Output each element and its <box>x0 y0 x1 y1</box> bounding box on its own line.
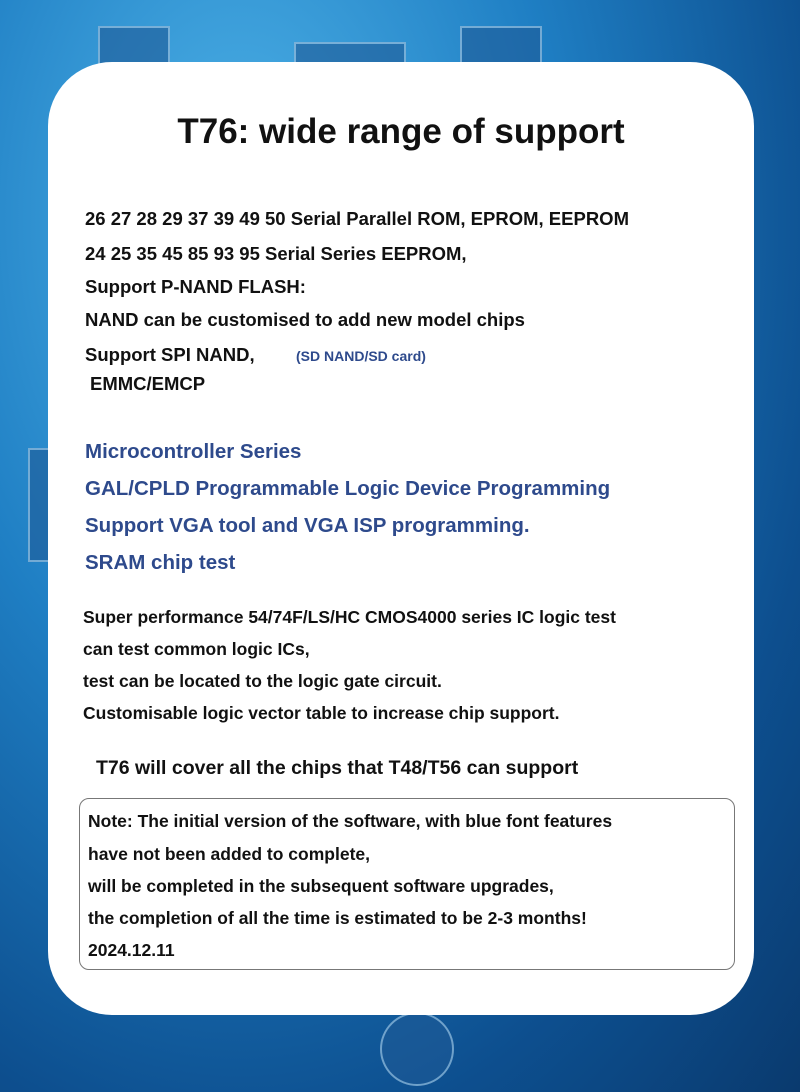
memory-line: NAND can be customised to add new model chips <box>85 309 525 330</box>
blue-feature: SRAM chip test <box>85 551 236 574</box>
memory-line: Support P-NAND FLASH: <box>85 276 306 297</box>
note-line: have not been added to complete, <box>88 844 370 864</box>
note-box <box>79 798 735 970</box>
background-globe-decoration <box>380 1012 454 1086</box>
blue-feature: Microcontroller Series <box>85 440 302 463</box>
page-title: T76: wide range of support <box>177 112 625 151</box>
content-card <box>48 62 754 1015</box>
memory-line: 26 27 28 29 37 39 49 50 Serial Parallel ROM, EPROM, EEPROM <box>85 208 629 229</box>
logic-line: test can be located to the logic gate circuit. <box>83 671 442 691</box>
logic-line: can test common logic ICs, <box>83 639 310 659</box>
blue-feature: GAL/CPLD Programmable Logic Device Programming <box>85 477 611 500</box>
logic-line: Super performance 54/74F/LS/HC CMOS4000 series IC logic test <box>83 607 616 627</box>
spi-nand-note: (SD NAND/SD card) <box>296 348 426 364</box>
note-line: the completion of all the time is estimated to be 2-3 months! <box>88 908 587 928</box>
memory-line: 24 25 35 45 85 93 95 Serial Series EEPROM, <box>85 243 467 264</box>
note-line: Note: The initial version of the software, with blue font features <box>88 811 613 831</box>
memory-line: Support SPI NAND, <box>85 344 255 365</box>
memory-line: EMMC/EMCP <box>90 373 206 394</box>
note-date: 2024.12.11 <box>88 940 175 960</box>
logic-line: Customisable logic vector table to increase chip support. <box>83 703 560 723</box>
blue-feature: Support VGA tool and VGA ISP programming. <box>85 514 530 537</box>
coverage-statement: T76 will cover all the chips that T48/T56 can support <box>96 757 579 779</box>
note-line: will be completed in the subsequent software upgrades, <box>88 876 554 896</box>
